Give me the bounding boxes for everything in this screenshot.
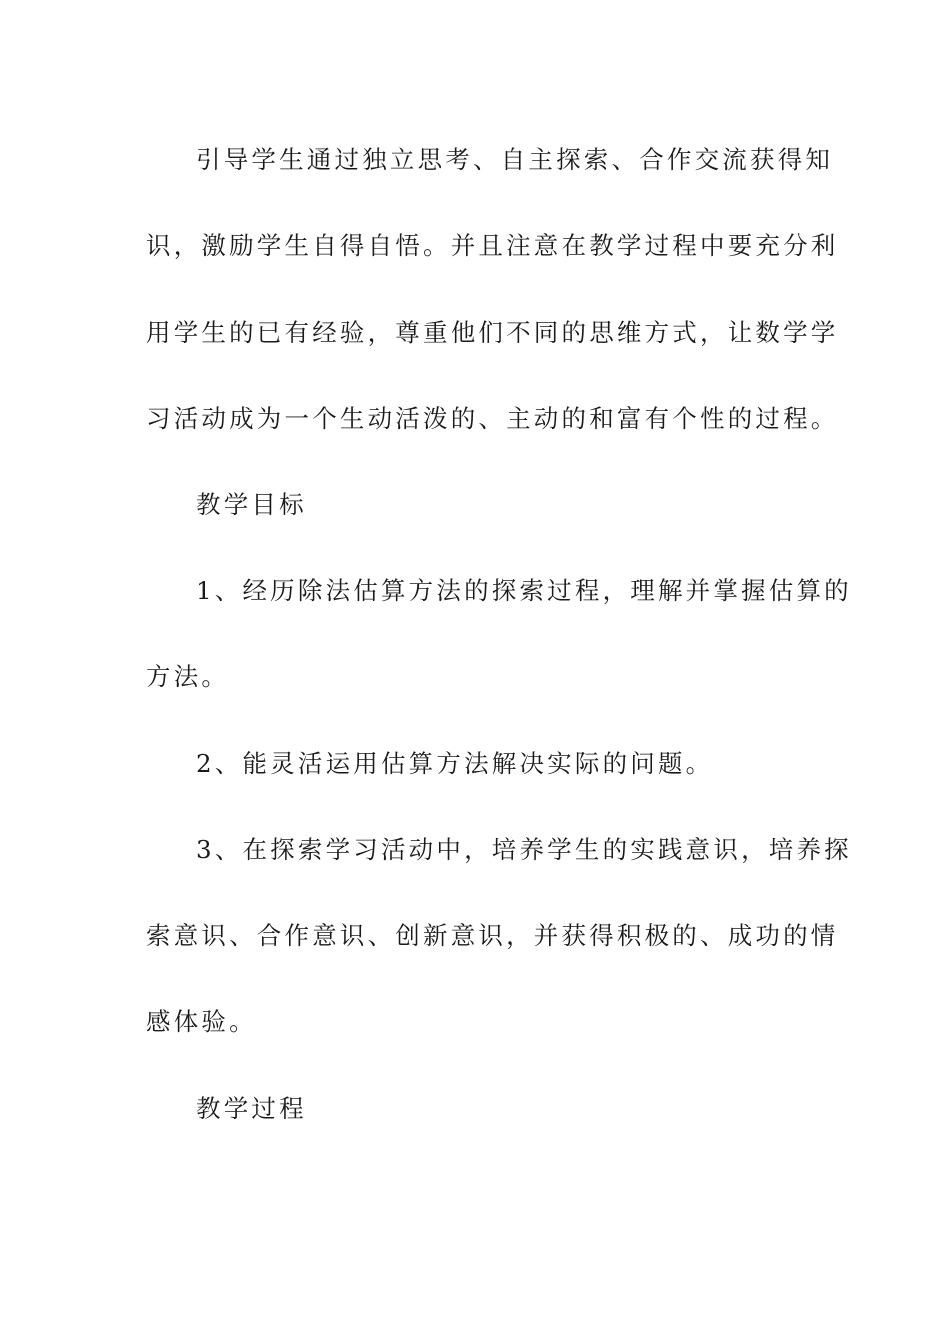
paragraph-line: 引导学生通过独立思考、自主探索、合作交流获得知	[196, 145, 834, 174]
paragraph-line: 习活动成为一个生动活泼的、主动的和富有个性的过程。	[146, 404, 839, 433]
list-item: 3、在探索学习活动中，培养学生的实践意识，培养探	[196, 835, 852, 864]
list-item-continuation: 感体验。	[146, 1007, 257, 1036]
list-item: 2、能灵活运用估算方法解决实际的问题。	[196, 749, 714, 778]
paragraph-line: 识，激励学生自得自悟。并且注意在教学过程中要充分利	[146, 231, 839, 260]
list-item-continuation: 方法。	[146, 662, 230, 691]
section-heading: 教学过程	[196, 1094, 307, 1123]
section-heading: 教学目标	[196, 490, 307, 519]
paragraph-line: 用学生的已有经验，尊重他们不同的思维方式，让数学学	[146, 318, 839, 347]
list-item-continuation: 索意识、合作意识、创新意识，并获得积极的、成功的情	[146, 921, 839, 950]
list-item: 1、经历除法估算方法的探索过程，理解并掌握估算的	[196, 576, 852, 605]
